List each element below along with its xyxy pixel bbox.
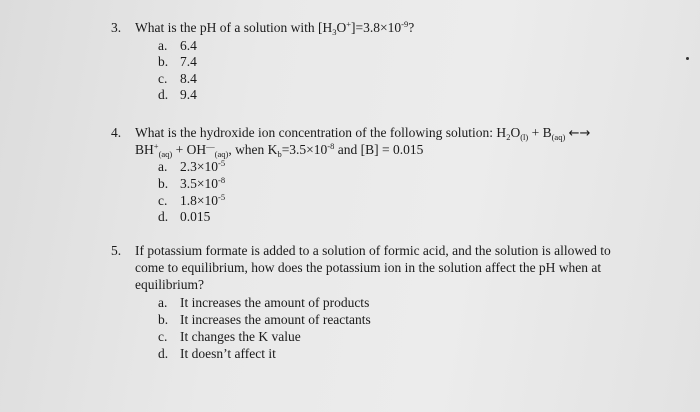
- option-d: d. It doesn’t affect it: [158, 346, 276, 361]
- question-number: 4.: [111, 125, 122, 140]
- option-a: a. It increases the amount of products: [158, 295, 370, 310]
- question-stem-line-1: What is the hydroxide ion concentration of the following solution: $H_2O_{(l)} + B_{(aq)}$ ←→: [135, 125, 591, 142]
- option-b: b. $3.5\times 10^{-8}$: [158, 175, 226, 191]
- question-stem-line-2: $BH^+_{(aq)} + OH^—_{(aq)}$, when $K_b=3.5\times 10^{-8}$ and [B] = 0.015: [135, 141, 424, 159]
- option-d: d. 9.4: [158, 87, 197, 102]
- option-c: c. It changes the K value: [158, 329, 301, 344]
- option-c: c. 8.4: [158, 71, 197, 86]
- option-b: b. It increases the amount of reactants: [158, 312, 371, 327]
- equilibrium-arrow-icon: ←→: [568, 126, 591, 141]
- option-b: b. 7.4: [158, 54, 197, 69]
- option-a: a. $2.3\times 10^{-5}$: [158, 158, 226, 174]
- question-stem-line-1: If potassium formate is added to a solution of formic acid, and the solution is allowed to: [135, 243, 611, 258]
- question-5: [111, 243, 691, 295]
- question-stem-line-3: equilibrium?: [135, 277, 204, 292]
- stray-mark: [686, 57, 689, 60]
- question-number: 3.: [111, 20, 122, 35]
- option-d: d. 0.015: [158, 209, 211, 224]
- question-stem-line-2: come to equilibrium, how does the potassium ion in the solution affect the pH when at: [135, 260, 602, 275]
- option-c: c. $1.8\times 10^{-5}$: [158, 192, 226, 208]
- option-a: a. 6.4: [158, 38, 197, 53]
- question-stem: What is the pH of a solution with $[H_3O^+]=3.8\times 10^{-9}$?: [135, 19, 415, 37]
- question-4: [111, 125, 691, 161]
- question-number: 5.: [111, 243, 122, 258]
- question-3: [111, 20, 671, 38]
